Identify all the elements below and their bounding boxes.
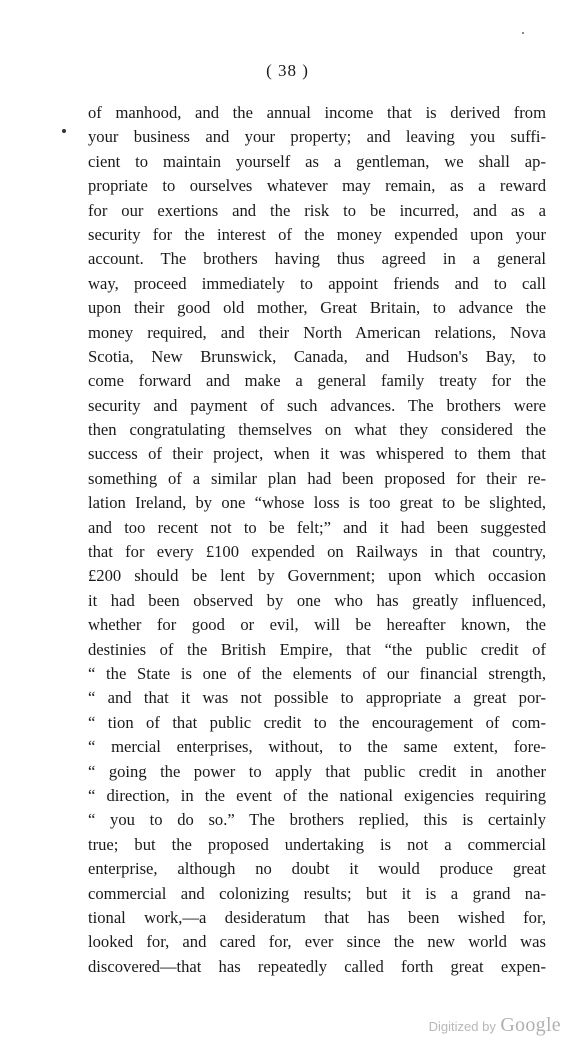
text-line: commercial and colonizing results; but it is a grand na- — [88, 883, 546, 903]
text-line: “ direction, in the event of the national exigencies requiring — [88, 785, 546, 805]
text-line: propriate to ourselves whatever may remain, as a reward — [88, 176, 546, 196]
text-line: true; but the proposed undertaking is not a commercial — [88, 834, 546, 854]
text-line: “ the State is one of the elements of our financial strength, — [88, 663, 546, 683]
text-line: and too recent not to be felt;” and it had been suggested — [88, 517, 546, 537]
text-line: tional work,—a desideratum that has been wished for, — [88, 907, 546, 927]
text-line: then congratulating themselves on what they considered the — [88, 420, 546, 440]
text-line: upon their good old mother, Great Britain, to advance the — [88, 298, 546, 318]
text-line: “ mercial enterprises, without, to the same extent, fore- — [88, 737, 546, 757]
body-text — [88, 101, 546, 979]
text-line: your business and your property; and leaving you suffi- — [88, 127, 546, 147]
text-line: lation Ireland, by one “whose loss is too great to be slighted, — [88, 493, 546, 513]
text-line: of manhood, and the annual income that is derived from — [88, 103, 546, 122]
text-line: whether for good or evil, will be hereafter known, the — [88, 615, 546, 635]
text-line: discovered—that has repeatedly called forth great expen- — [88, 956, 546, 976]
text-line: £200 should be lent by Government; upon which occasion — [88, 566, 546, 586]
google-logo: Google — [500, 1014, 561, 1036]
text-line: success of their project, when it was whispered to them that — [88, 444, 546, 464]
text-line: account. The brothers having thus agreed in a general — [88, 249, 546, 269]
text-line: looked for, and cared for, ever since the new world was — [88, 932, 546, 952]
text-line: Scotia, New Brunswick, Canada, and Hudson's Bay, to — [88, 346, 546, 366]
text-line: something of a similar plan had been proposed for their re- — [88, 468, 546, 488]
digitized-watermark — [429, 1014, 561, 1037]
text-line: enterprise, although no doubt it would produce great — [88, 859, 546, 879]
text-line: for our exertions and the risk to be incurred, and as a — [88, 200, 546, 220]
text-line: cient to maintain yourself as a gentleman, we shall ap- — [88, 151, 546, 171]
text-line: way, proceed immediately to appoint friends and to call — [88, 273, 546, 293]
text-line: it had been observed by one who has greatly influenced, — [88, 590, 546, 610]
text-line: “ and that it was not possible to appropriate a great por- — [88, 688, 546, 708]
text-line: security and payment of such advances. The brothers were — [88, 395, 546, 415]
paper-speck — [522, 32, 524, 34]
text-line: that for every £100 expended on Railways in that country, — [88, 542, 546, 562]
text-line: destinies of the British Empire, that “the public credit of — [88, 639, 546, 659]
text-line: “ tion of that public credit to the encouragement of com- — [88, 712, 546, 732]
margin-mark — [62, 129, 66, 133]
text-line: “ going the power to apply that public credit in another — [88, 761, 546, 781]
text-line: security for the interest of the money expended upon your — [88, 224, 546, 244]
text-line: money required, and their North American relations, Nova — [88, 322, 546, 342]
text-line: “ you to do so.” The brothers replied, this is certainly — [88, 810, 546, 830]
page-number: ( 38 ) — [266, 61, 309, 80]
text-line: come forward and make a general family treaty for the — [88, 371, 546, 391]
watermark-prefix: Digitized by — [428, 1019, 496, 1034]
